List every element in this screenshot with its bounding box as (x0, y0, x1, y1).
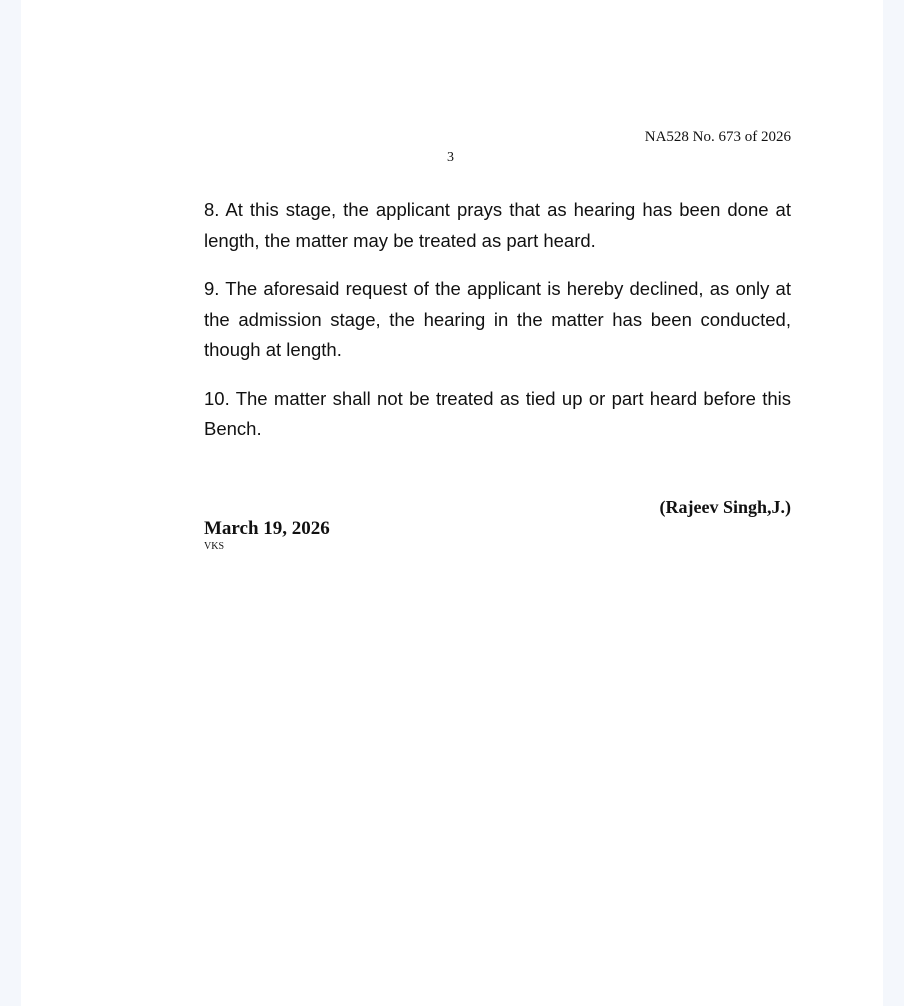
case-reference: NA528 No. 673 of 2026 (644, 129, 791, 145)
document-page (21, 0, 883, 1006)
order-body (204, 195, 791, 463)
paragraph-8: 8. At this stage, the applicant prays that as hearing has been done at length, the matter may be treated as part heard. (204, 199, 791, 251)
page-number: 3 (447, 150, 454, 165)
paragraph-10: 10. The matter shall not be treated as tied up or part heard before this Bench. (204, 387, 791, 439)
judge-signature: (Rajeev Singh,J.) (659, 497, 791, 517)
paragraph-9: 9. The aforesaid request of the applicant is hereby declined, as only at the admission stage, the hearing in the matter has been conducted, though at length. (204, 278, 791, 360)
order-date: March 19, 2026 (204, 518, 330, 539)
stenographer-initials: VKS (204, 541, 225, 552)
